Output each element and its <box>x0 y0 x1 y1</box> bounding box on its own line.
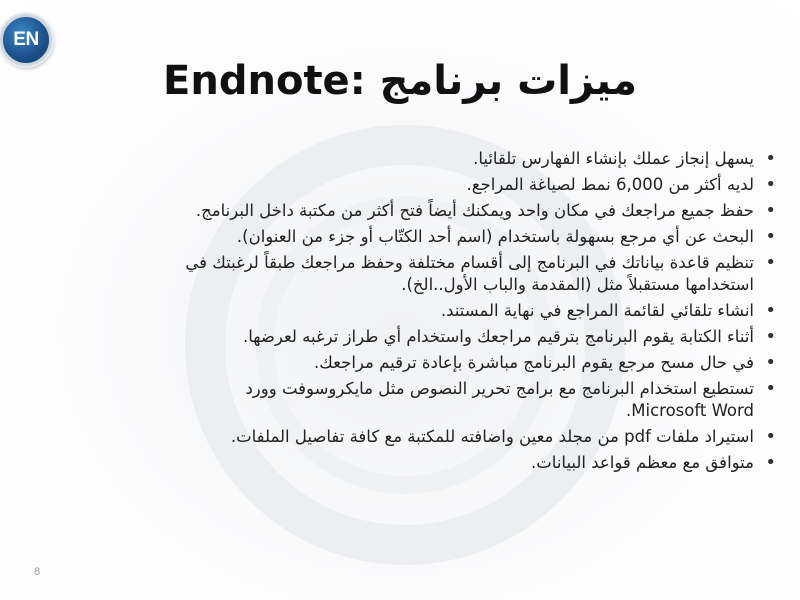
bullet-item <box>96 148 776 170</box>
bullet-item <box>96 252 776 296</box>
bullet-item <box>96 352 776 374</box>
bullet-item <box>96 378 776 422</box>
bullet-text: • استيراد ملفات pdf من مجلد معين واضافته للمكتبة مع كافة تفاصيل الملفات. <box>230 427 754 446</box>
bullet-item <box>96 426 776 448</box>
bullet-text: • تنظيم قاعدة بياناتك في البرنامج إلى أقسام مختلفة وحفظ مراجعك طبقاً لرغبتك في <box>185 253 754 272</box>
bullet-item <box>96 226 776 248</box>
bullet-text: • انشاء تلقائي لقائمة المراجع في نهاية المستند. <box>440 301 754 320</box>
page-number: 8 <box>34 566 41 578</box>
bullet-item <box>96 300 776 322</box>
bullet-item <box>96 452 776 474</box>
bullet-text: • يسهل إنجاز عملك بإنشاء الفهارس تلقائيا. <box>473 149 754 168</box>
bullet-list <box>96 148 776 478</box>
bullet-text: • لديه أكثر من 6,000 نمط لصياغة المراجع. <box>466 175 754 194</box>
bullet-text: استخدامها مستقبلاً مثل (المقدمة والباب الأول..الخ). <box>401 275 754 294</box>
bullet-item <box>96 174 776 196</box>
bullet-text: • متوافق مع معظم قواعد البيانات. <box>531 453 754 472</box>
bullet-text: • في حال مسح مرجع يقوم البرنامج مباشرة بإعادة ترقيم مراجعك. <box>314 353 754 372</box>
bullet-text: • البحث عن أي مرجع بسهولة باستخدام (اسم أحد الكتّاب أو جزء من العنوان). <box>236 227 754 246</box>
bullet-text: Microsoft Word. <box>626 401 754 420</box>
logo-text: EN <box>13 29 39 50</box>
bullet-item <box>96 326 776 348</box>
bullet-text: • حفظ جميع مراجعك في مكان واحد ويمكنك أيضاً فتح أكثر من مكتبة داخل البرنامج. <box>195 201 754 220</box>
bullet-text: • تستطيع استخدام البرنامج مع برامج تحرير النصوص مثل مايكروسوفت وورد <box>245 379 754 398</box>
bullet-item <box>96 200 776 222</box>
bullet-text: • أثناء الكتابة يقوم البرنامج بترقيم مراجعك واستخدام أي طراز ترغبه لعرضها. <box>242 327 754 346</box>
slide-title: ميزات برنامج :Endnote <box>163 58 637 104</box>
